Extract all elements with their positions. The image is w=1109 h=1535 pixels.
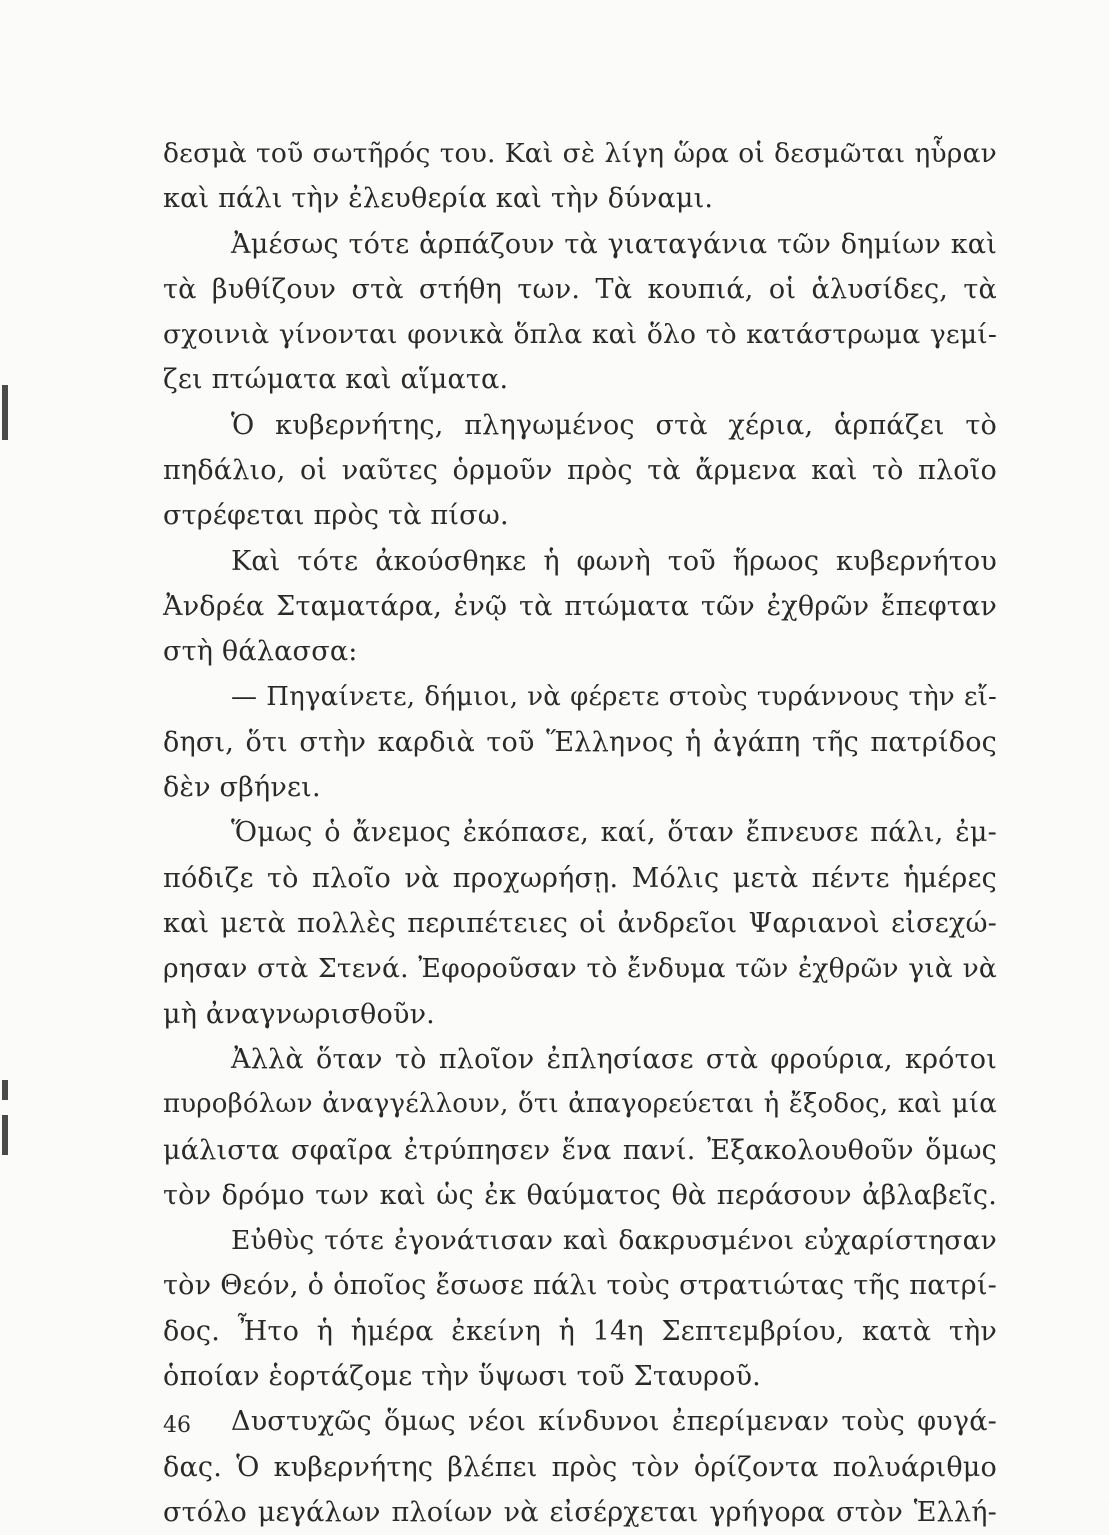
- page-line: στὴ θάλασσα:: [163, 636, 358, 668]
- page-line: δας. Ὁ κυβερνήτης βλέπει πρὸς τὸν ὁρίζοντα πολυάριθμο: [163, 1451, 997, 1483]
- page-line: μὴ ἀναγνωρισθοῦν.: [163, 998, 435, 1030]
- page-line: Ἀνδρέα Σταματάρα, ἐνῷ τὰ πτώματα τῶν ἐχθρῶν ἔπεφταν: [163, 590, 997, 622]
- binding-edge: [0, 0, 14, 1500]
- page-line: πυροβόλων ἀναγγέλλουν, ὅτι ἀπαγορεύεται ἡ ἔξοδος, καὶ μία: [163, 1089, 997, 1120]
- page-line: πηδάλιο, οἱ ναῦτες ὁρμοῦν πρὸς τὰ ἄρμενα καὶ τὸ πλοῖο: [163, 455, 997, 487]
- page-line: Καὶ τότε ἀκούσθηκε ἡ φωνὴ τοῦ ἥρωος κυβερνήτου: [231, 545, 997, 577]
- page-line: καὶ πάλι τὴν ἐλευθερία καὶ τὴν δύναμι.: [163, 183, 714, 215]
- page-line: δησι, ὅτι στὴν καρδιὰ τοῦ Ἕλληνος ἡ ἀγάπη τῆς πατρίδος: [163, 726, 997, 758]
- page-line: ρησαν στὰ Στενά. Ἐφοροῦσαν τὸ ἔνδυμα τῶν ἐχθρῶν γιὰ νὰ: [163, 953, 997, 985]
- body-text: [163, 131, 997, 1535]
- page-line: ὁποίαν ἑορτάζομε τὴν ὕψωσι τοῦ Σταυροῦ.: [163, 1361, 761, 1393]
- page-line: δεσμὰ τοῦ σωτῆρός του. Καὶ σὲ λίγη ὥρα οἱ δεσμῶται ηὗραν: [163, 138, 997, 169]
- page-line: δὲν σβήνει.: [163, 772, 321, 804]
- page-line: στόλο μεγάλων πλοίων νὰ εἰσέρχεται γρήγορα στὸν Ἑλλή-: [163, 1496, 997, 1528]
- page-line: δος. Ἦτο ἡ ἡμέρα ἐκείνη ἡ 14η Σεπτεμβρίου, κατὰ τὴν: [163, 1315, 997, 1347]
- page-line: μάλιστα σφαῖρα ἐτρύπησεν ἕνα πανί. Ἐξακολουθοῦν ὅμως: [163, 1134, 997, 1166]
- bleed-mark: [2, 1080, 8, 1100]
- page-line: τὰ βυθίζουν στὰ στήθη των. Τὰ κουπιά, οἱ ἁλυσίδες, τὰ: [163, 273, 997, 305]
- page-line: Ὁ κυβερνήτης, πληγωμένος στὰ χέρια, ἁρπάζει τὸ: [231, 409, 997, 441]
- page-line: στρέφεται πρὸς τὰ πίσω.: [163, 500, 509, 532]
- bleed-mark: [2, 1115, 8, 1155]
- page-line: Ὅμως ὁ ἄνεμος ἐκόπασε, καί, ὅταν ἔπνευσε πάλι, ἐμ-: [231, 817, 997, 849]
- page-line: Ἀλλὰ ὅταν τὸ πλοῖον ἐπλησίασε στὰ φρούρια, κρότοι: [231, 1043, 997, 1075]
- page-line: σχοινιὰ γίνονται φονικὰ ὅπλα καὶ ὅλο τὸ κατάστρωμα γεμί-: [163, 319, 997, 351]
- page-line: Ἀμέσως τότε ἁρπάζουν τὰ γιαταγάνια τῶν δημίων καὶ: [231, 228, 997, 260]
- page-line: τὸν δρόμο των καὶ ὡς ἐκ θαύματος θὰ περάσουν ἀβλαβεῖς.: [163, 1179, 997, 1211]
- page-line: ζει πτώματα καὶ αἵματα.: [163, 364, 509, 396]
- bleed-mark: [2, 385, 8, 440]
- page-line: τὸν Θεόν, ὁ ὁποῖος ἔσωσε πάλι τοὺς στρατιώτας τῆς πατρί-: [163, 1270, 997, 1302]
- page-line: Εὐθὺς τότε ἐγονάτισαν καὶ δακρυσμένοι εὐχαρίστησαν: [231, 1225, 997, 1257]
- page-line: Δυστυχῶς ὅμως νέοι κίνδυνοι ἐπερίμεναν τοὺς φυγά-: [231, 1406, 997, 1438]
- page-line: καὶ μετὰ πολλὲς περιπέτειες οἱ ἀνδρεῖοι Ψαριανοὶ εἰσεχώ-: [163, 908, 997, 940]
- page-number: 46: [163, 1413, 191, 1438]
- page-line: πόδιζε τὸ πλοῖο νὰ προχωρήσῃ. Μόλις μετὰ πέντε ἡμέρες: [163, 862, 997, 894]
- page-line: — Πηγαίνετε, δήμιοι, νὰ φέρετε στοὺς τυράννους τὴν εἴ-: [231, 681, 997, 712]
